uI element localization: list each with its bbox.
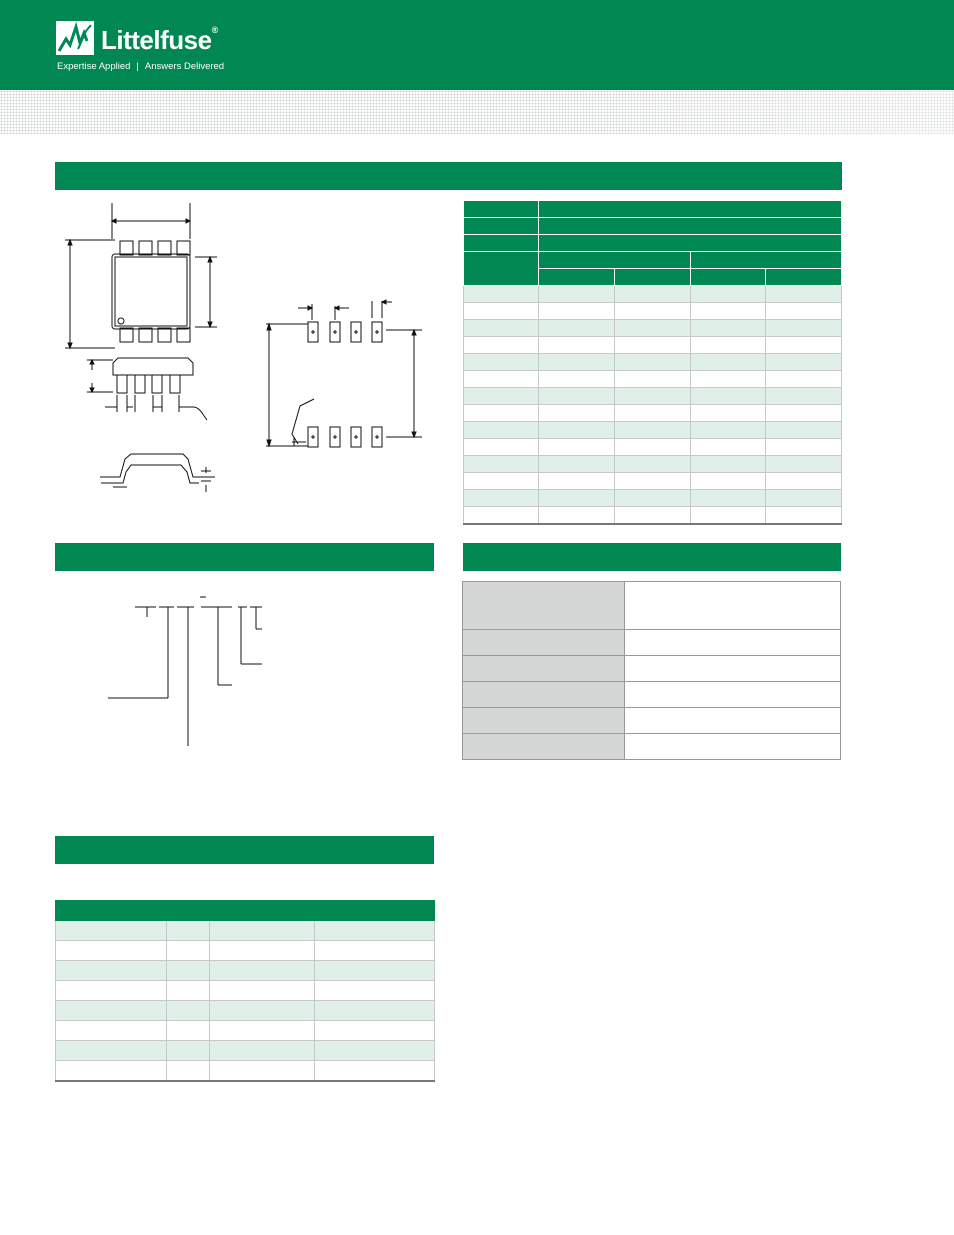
ordering-table <box>55 900 435 1082</box>
pad-layout-drawing <box>262 296 424 454</box>
page-header <box>0 0 954 90</box>
littelfuse-logo-icon <box>56 21 94 55</box>
header-dot-band <box>0 90 954 134</box>
section-bar-ordering <box>55 836 434 864</box>
section-bar-part-numbering <box>55 543 434 571</box>
packaging-table <box>462 581 841 760</box>
dimensions-table <box>463 200 842 525</box>
package-outline-drawing <box>55 195 235 500</box>
part-number-diagram <box>100 590 280 760</box>
brand-tagline: Expertise Applied | Answers Delivered <box>57 61 225 72</box>
section-bar-dimensions <box>55 162 842 190</box>
section-bar-packaging <box>463 543 841 571</box>
brand-name: Littelfuse® <box>101 25 218 55</box>
